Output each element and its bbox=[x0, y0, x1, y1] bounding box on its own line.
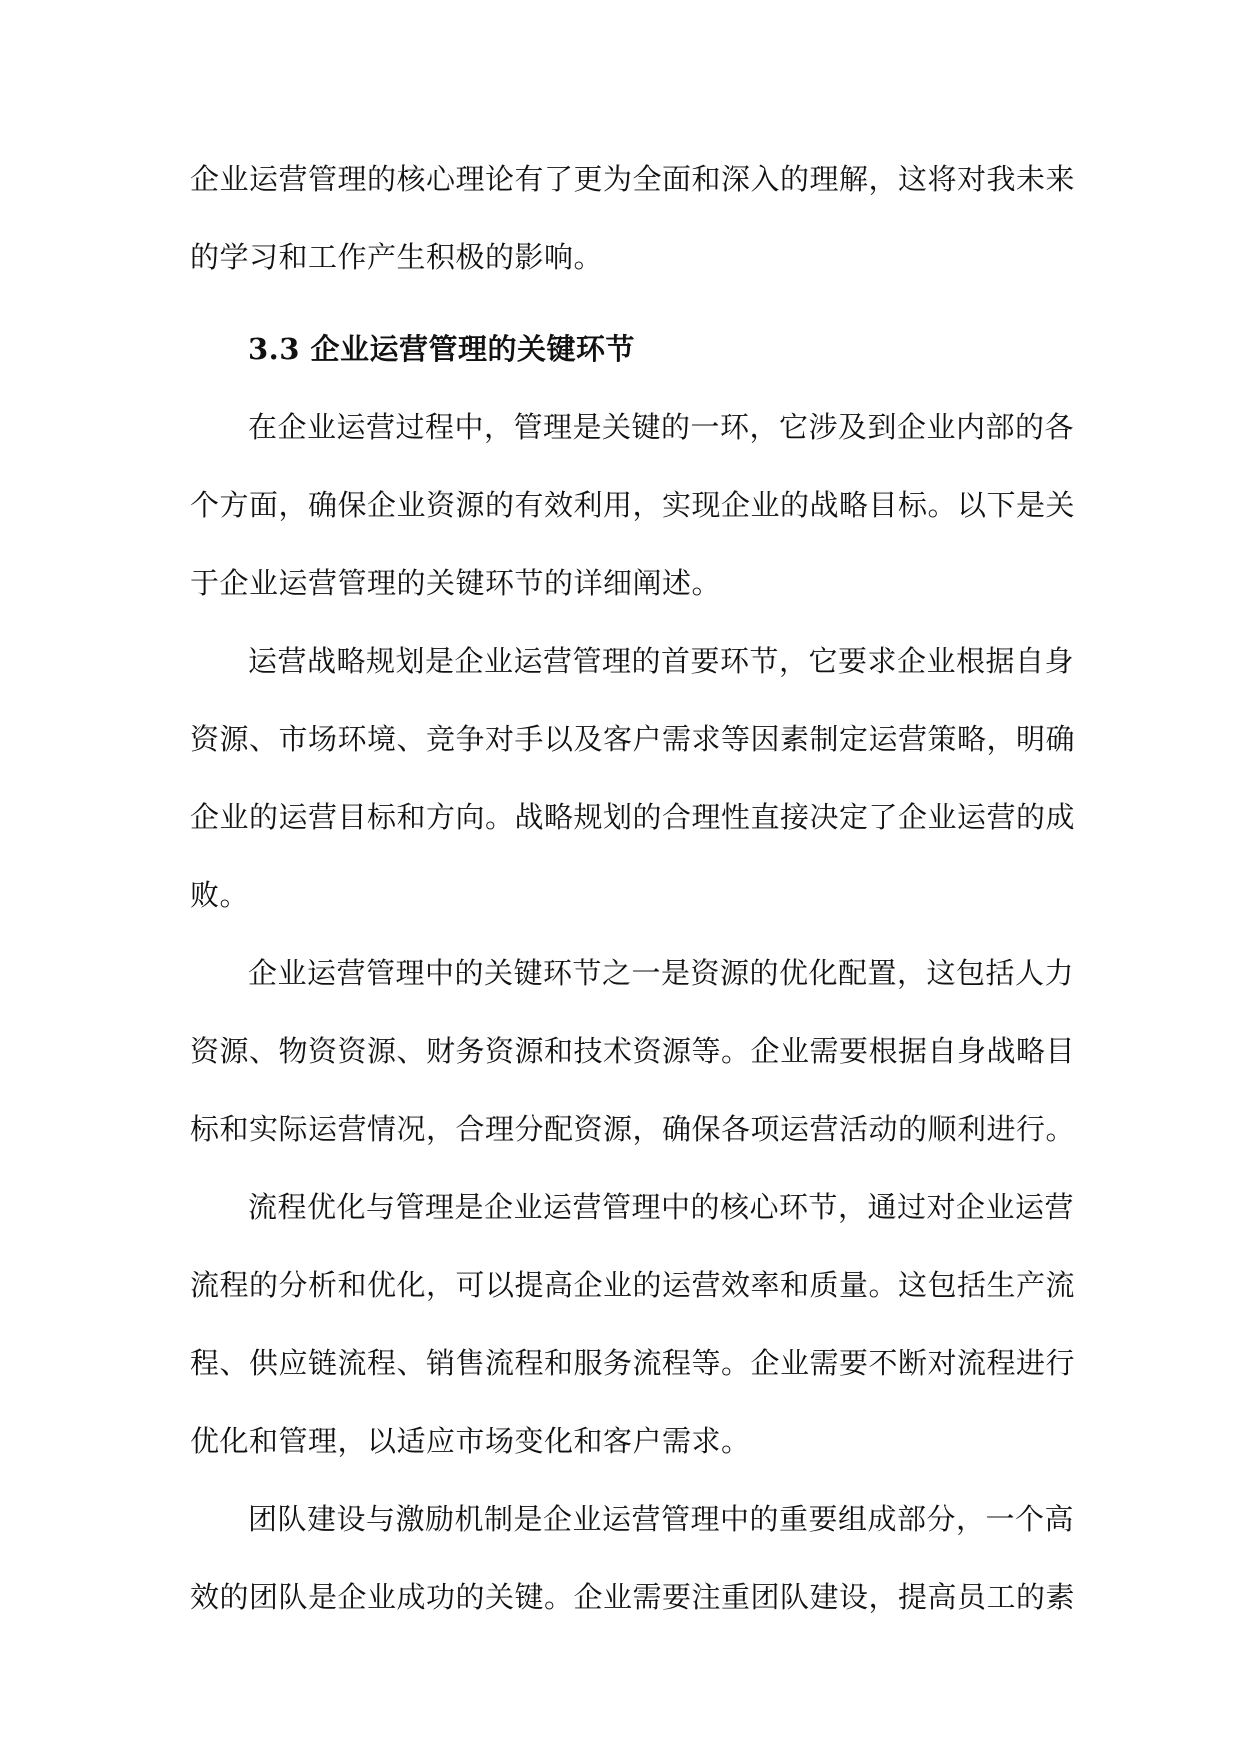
paragraph-line: 企业运营管理中的关键环节之一是资源的优化配置，这包括人力 bbox=[248, 956, 1075, 990]
paragraph-line: 标和实际运营情况，合理分配资源，确保各项运营活动的顺利进行。 bbox=[190, 1112, 1076, 1146]
section-heading: 3.3 企业运营管理的关键环节 bbox=[248, 332, 636, 366]
paragraph-line: 资源、物资资源、财务资源和技术资源等。企业需要根据自身战略目 bbox=[190, 1034, 1076, 1068]
document-body bbox=[190, 140, 1076, 1636]
paragraph-line: 败。 bbox=[190, 878, 250, 912]
paragraph-line: 流程优化与管理是企业运营管理中的核心环节，通过对企业运营 bbox=[248, 1190, 1075, 1224]
paragraph-line: 个方面，确保企业资源的有效利用，实现企业的战略目标。以下是关 bbox=[190, 488, 1076, 522]
paragraph-line: 企业的运营目标和方向。战略规划的合理性直接决定了企业运营的成 bbox=[190, 800, 1076, 834]
paragraph-line: 在企业运营过程中，管理是关键的一环，它涉及到企业内部的各 bbox=[248, 410, 1075, 444]
paragraph-line: 流程的分析和优化，可以提高企业的运营效率和质量。这包括生产流 bbox=[190, 1268, 1076, 1302]
paragraph-line: 运营战略规划是企业运营管理的首要环节，它要求企业根据自身 bbox=[248, 644, 1075, 678]
paragraph-line: 资源、市场环境、竞争对手以及客户需求等因素制定运营策略，明确 bbox=[190, 722, 1076, 756]
paragraph-line: 程、供应链流程、销售流程和服务流程等。企业需要不断对流程进行 bbox=[190, 1346, 1076, 1380]
paragraph-resource-allocation bbox=[190, 934, 1076, 1168]
paragraph-team-building bbox=[190, 1480, 1076, 1636]
paragraph-intro bbox=[190, 388, 1076, 622]
paragraph-line: 团队建设与激励机制是企业运营管理中的重要组成部分，一个高 bbox=[248, 1502, 1075, 1536]
paragraph-line: 于企业运营管理的关键环节的详细阐述。 bbox=[190, 566, 722, 600]
previous-paragraph bbox=[190, 140, 1076, 296]
paragraph-line: 的学习和工作产生积极的影响。 bbox=[190, 240, 604, 274]
paragraph-strategy-planning bbox=[190, 622, 1076, 934]
paragraph-line: 效的团队是企业成功的关键。企业需要注重团队建设，提高员工的素 bbox=[190, 1580, 1076, 1614]
paragraph-line: 企业运营管理的核心理论有了更为全面和深入的理解，这将对我未来 bbox=[190, 162, 1076, 196]
paragraph-process-optimization bbox=[190, 1168, 1076, 1480]
paragraph-line: 优化和管理，以适应市场变化和客户需求。 bbox=[190, 1424, 751, 1458]
